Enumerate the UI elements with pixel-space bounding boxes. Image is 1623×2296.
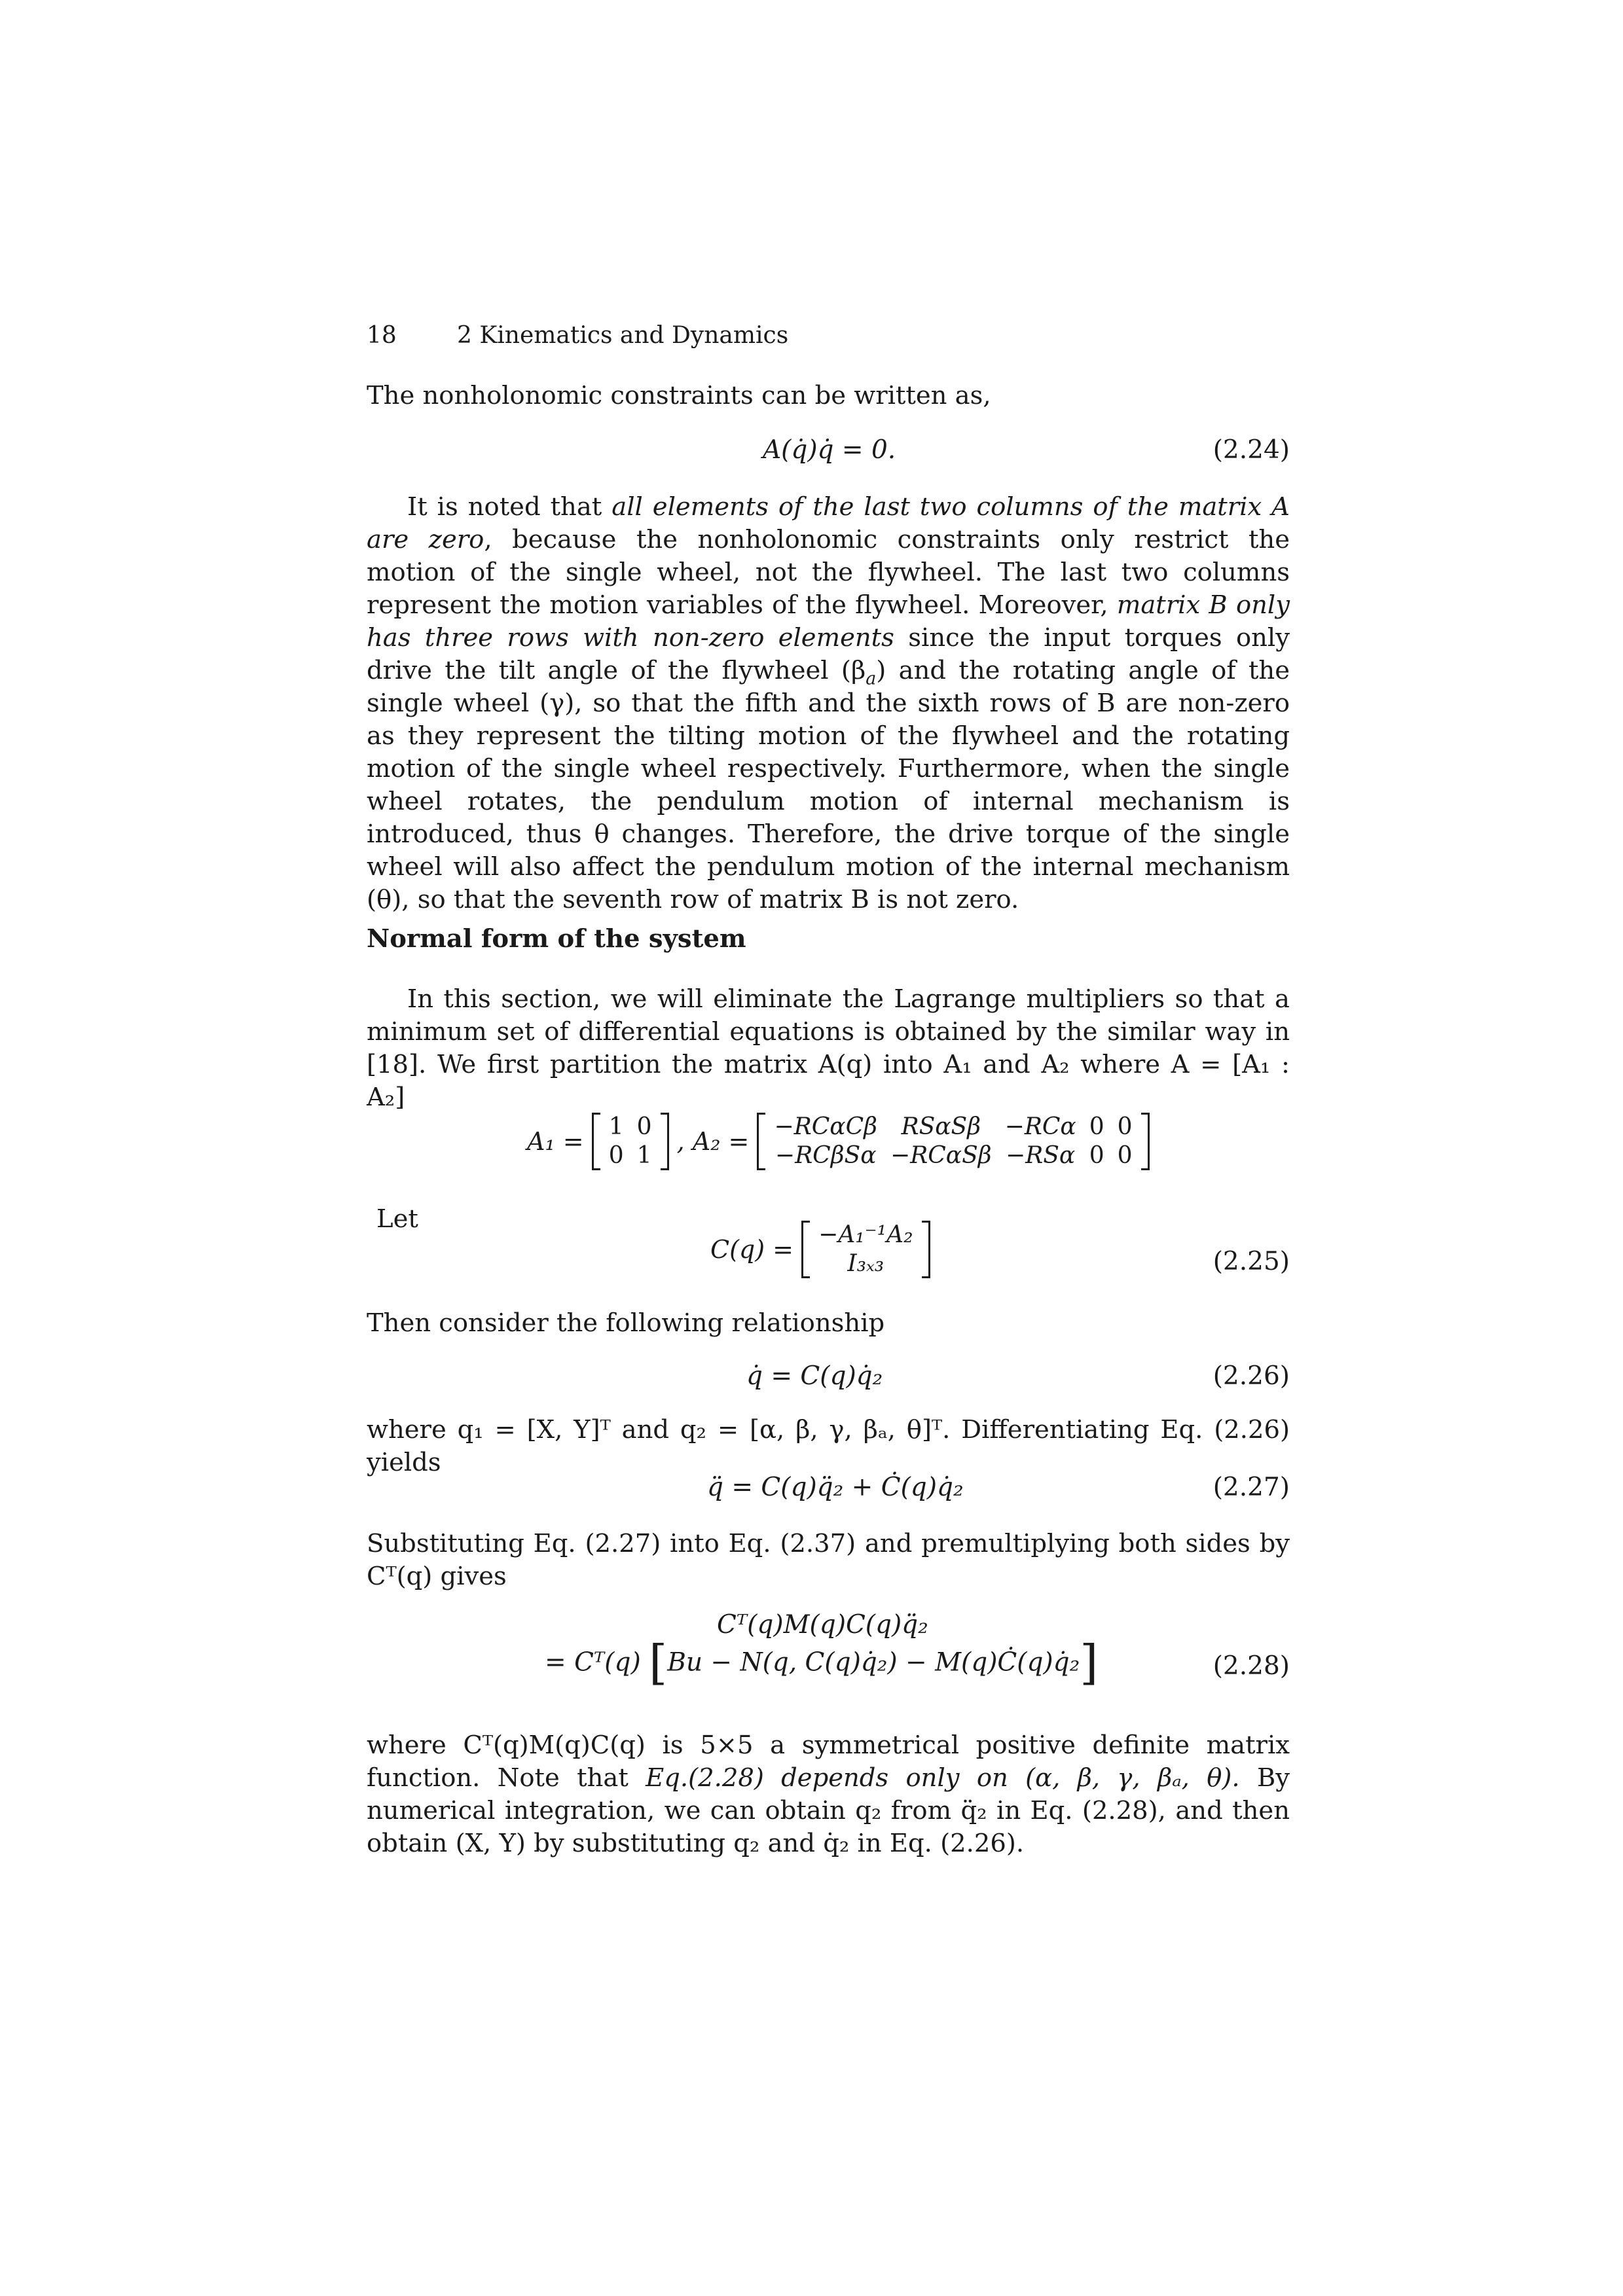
paragraph-where-q: where q₁ = [X, Y]ᵀ and q₂ = [α, β, γ, βₐ, θ]ᵀ. Differentiating Eq. (2.26) yields <box>367 1415 1290 1477</box>
emphasis-text: all elements of the last two columns of the matrix A are zero <box>367 492 1290 554</box>
page <box>367 0 1290 2296</box>
equation-number: (2.27) <box>1213 1473 1290 1502</box>
equation-2-24 <box>367 435 1290 475</box>
text-run: since the input torques only drive the tilt angle of the flywheel (β <box>367 623 1290 685</box>
matrix-a2 <box>757 1113 1149 1170</box>
equation-2-27 <box>367 1473 1290 1512</box>
equation-2-25 <box>367 1221 1290 1306</box>
a1-label: A₁ = <box>527 1127 584 1156</box>
matrix-cell: I₃ₓ₃ <box>847 1250 884 1277</box>
page-number: 18 <box>367 322 397 349</box>
text-run: , because the nonholonomic constraints only restrict the motion of the single wheel, not the flywheel. The last two columns represent the motion variables of the flywheel. Moreover, <box>367 525 1290 620</box>
right-bracket: ] <box>1080 1635 1099 1690</box>
subscript: a <box>866 668 877 689</box>
equation-number: (2.24) <box>1213 435 1290 465</box>
section-heading: Normal form of the system <box>367 924 746 954</box>
matrix-cell: 0 <box>636 1113 652 1140</box>
a2-label: , A₂ = <box>676 1127 750 1156</box>
equation-2-28 <box>367 1610 1290 1715</box>
paragraph-normal-form: In this section, we will eliminate the Lagrange multipliers so that a minimum set of differential equations is obtained by the similar way in [18]. We first partition the matrix A(q) into A₁ and A₂ where A = [A₁ : A₂] <box>367 984 1290 1112</box>
equation-line-1: Cᵀ(q)M(q)C(q)q̈₂ <box>717 1610 928 1640</box>
paragraph-relationship: Then consider the following relationship <box>367 1308 885 1338</box>
equation-body: q̇ = C(q)q̇₂ <box>746 1361 883 1391</box>
matrix-cell: −RCαSβ <box>890 1142 992 1169</box>
matrix-a1 <box>592 1113 669 1170</box>
matrix-cell: 1 <box>608 1113 624 1140</box>
matrix-cell: 1 <box>636 1142 652 1169</box>
equation-line-2-prefix: = Cᵀ(q) <box>545 1647 641 1677</box>
left-bracket: [ <box>649 1635 668 1690</box>
equation-number: (2.28) <box>1213 1651 1290 1681</box>
partition-matrices <box>367 1113 1290 1191</box>
paragraph-constraints <box>367 491 1290 916</box>
text-run: By numerical integration, we can obtain q₂ from q̈₂ in Eq. (2.28), and then obtain (X, Y) by substituting q₂ and q̇₂ in Eq. (2.26). <box>367 1763 1290 1858</box>
matrix-cell: 0 <box>608 1142 624 1169</box>
matrix-cell: 0 <box>1089 1142 1104 1169</box>
equation-number: (2.25) <box>1213 1247 1290 1276</box>
text-run: where Cᵀ(q)M(q)C(q) is 5×5 a symmetrical positive definite matrix function. Note that <box>367 1731 1290 1793</box>
matrix-cell: RSαSβ <box>901 1113 981 1140</box>
equation-lhs: C(q) = <box>710 1235 793 1264</box>
paragraph-intro: The nonholonomic constraints can be written as, <box>367 381 991 410</box>
emphasis-text: Eq.(2.28) depends only on (α, β, γ, βₐ, θ). <box>646 1763 1240 1793</box>
paragraph-conclusion <box>367 1729 1290 1860</box>
matrix-cell: −A₁⁻¹A₂ <box>818 1221 913 1248</box>
let-label: Let <box>376 1204 418 1234</box>
text-run: It is noted that <box>407 492 612 522</box>
matrix-cell: −RCβSα <box>775 1142 877 1169</box>
matrix-cell: −RCαCβ <box>774 1113 877 1140</box>
paragraph-substituting: Substituting Eq. (2.27) into Eq. (2.37) and premultiplying both sides by Cᵀ(q) gives <box>367 1529 1290 1591</box>
equation-body: q̈ = C(q)q̈₂ + Ċ(q)q̇₂ <box>707 1473 964 1502</box>
equation-2-26 <box>367 1361 1290 1401</box>
matrix-c <box>801 1221 930 1278</box>
equation-line-2-body: Bu − N(q, C(q)q̇₂) − M(q)Ċ(q)q̇₂ <box>667 1647 1080 1677</box>
text-run: ) and the rotating angle of the single wheel (γ), so that the fifth and the sixth rows of B are non-zero as they represent the tilting motion of the flywheel and the rotating motion of the single wheel respectively. Furthermore, when the single wheel rotates, the pendulum motion of internal mechanism is introduced, thus θ changes. Therefore, the drive torque of the single wheel will also affect the pendulum motion of the internal mechanism (θ), so that the seventh row of matrix B is not zero. <box>367 656 1290 914</box>
matrix-cell: 0 <box>1089 1113 1104 1140</box>
emphasis-text: matrix B only has three rows with non-zero elements <box>367 590 1290 653</box>
matrix-cell: 0 <box>1117 1142 1133 1169</box>
equation-number: (2.26) <box>1213 1361 1290 1391</box>
equation-body: A(q̇)q̇ = 0. <box>763 435 896 465</box>
matrix-cell: −RSα <box>1006 1142 1076 1169</box>
matrix-cell: −RCα <box>1004 1113 1076 1140</box>
matrix-cell: 0 <box>1117 1113 1133 1140</box>
chapter-title: 2 Kinematics and Dynamics <box>457 322 789 349</box>
